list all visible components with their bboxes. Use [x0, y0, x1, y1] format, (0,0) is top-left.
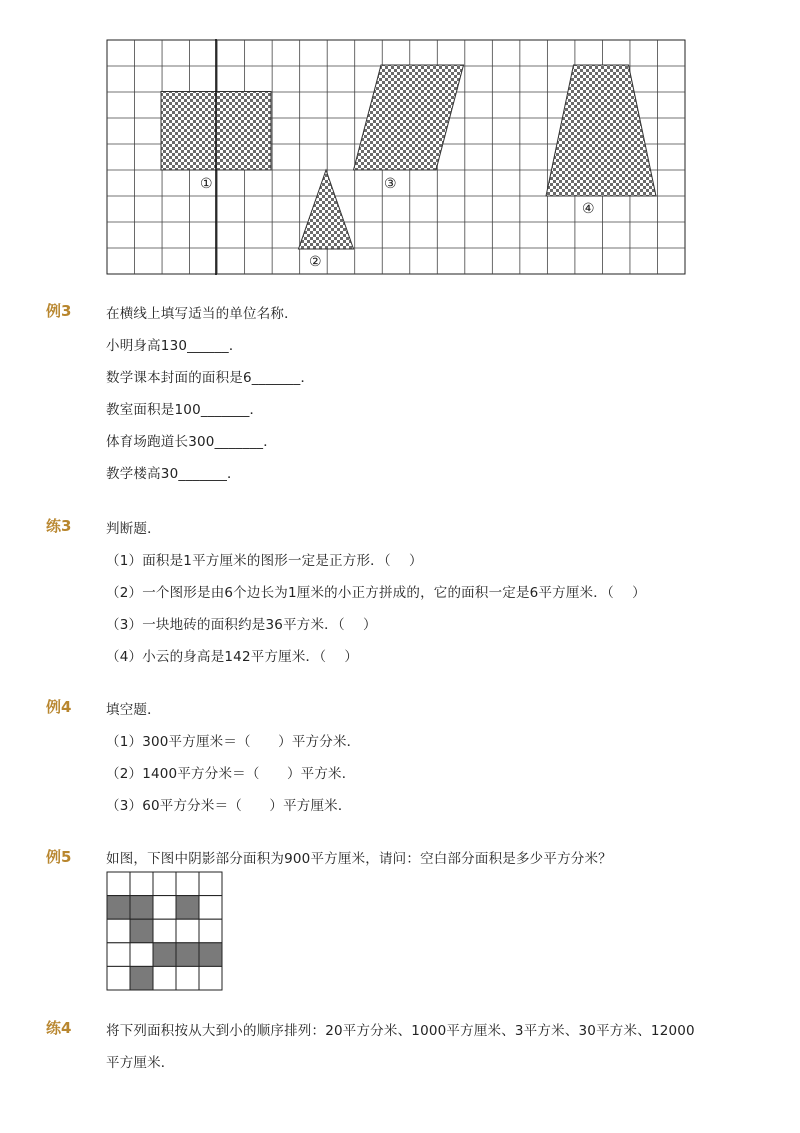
shaded-cell [107, 896, 130, 920]
example4-item-3: （3）60平方分米＝（ ）平方厘米． [106, 798, 352, 814]
blank-cell [176, 872, 199, 896]
blank-cell [199, 896, 222, 920]
example3-item-2: 数学课本封面的面积是6_______． [106, 370, 315, 386]
practice3-item-1: （1）面积是1平方厘米的图形一定是正方形．（ ） [106, 553, 423, 569]
shape-label-4: ④ [582, 201, 595, 217]
example3-item-4: 体育场跑道长300_______． [106, 434, 277, 450]
shaded-grid-figure [106, 871, 223, 992]
shaded-cell [153, 943, 176, 967]
blank-cell [153, 872, 176, 896]
blank-cell [199, 966, 222, 990]
shaded-cell [199, 943, 222, 967]
blank-cell [199, 919, 222, 943]
shaded-cell [130, 966, 153, 990]
blank-cell [176, 919, 199, 943]
section-label-practice3: 练3 [46, 517, 72, 535]
practice3-prompt: 判断题． [106, 521, 161, 537]
example4-item-1: （1）300平方厘米＝（ ）平方分米． [106, 734, 361, 750]
example3-prompt: 在横线上填写适当的单位名称． [106, 306, 298, 322]
blank-cell [199, 872, 222, 896]
blank-cell [107, 966, 130, 990]
shaded-cell [176, 943, 199, 967]
example3-item-5: 教学楼高30_______． [106, 466, 241, 482]
shape-label-1: ① [200, 176, 213, 192]
blank-cell [130, 943, 153, 967]
blank-cell [130, 872, 153, 896]
practice3-item-4: （4）小云的身高是142平方厘米．（ ） [106, 649, 359, 665]
shaded-cell [130, 896, 153, 920]
blank-cell [153, 966, 176, 990]
practice3-item-3: （3）一块地砖的面积约是36平方米．（ ） [106, 617, 377, 633]
section-label-example4: 例4 [46, 698, 72, 716]
example3-item-3: 教室面积是100_______． [106, 402, 264, 418]
blank-cell [153, 896, 176, 920]
grid-figure-shapes [106, 39, 686, 275]
shape-label-2: ② [309, 254, 322, 270]
practice4-question-line-2: 平方厘米． [106, 1055, 175, 1071]
practice4-question-line-1: 将下列面积按从大到小的顺序排列：20平方分米、1000平方厘米、3平方米、30平方米、12000 [106, 1023, 695, 1039]
blank-cell [107, 943, 130, 967]
section-label-example5: 例5 [46, 848, 72, 866]
example3-item-1: 小明身高130______． [106, 338, 243, 354]
blank-cell [176, 966, 199, 990]
section-label-practice4: 练4 [46, 1019, 72, 1037]
shape-label-3: ③ [384, 176, 397, 192]
example4-prompt: 填空题． [106, 702, 161, 718]
shaded-cell [130, 919, 153, 943]
blank-cell [107, 872, 130, 896]
shaded-cell [176, 896, 199, 920]
example4-item-2: （2）1400平方分米＝（ ）平方米． [106, 766, 356, 782]
example5-question: 如图，下图中阴影部分面积为900平方厘米，请问：空白部分面积是多少平方分米？ [106, 851, 612, 867]
practice3-item-2: （2）一个图形是由6个边长为1厘米的小正方拼成的，它的面积一定是6平方厘米．（ ） [106, 585, 646, 601]
blank-cell [107, 919, 130, 943]
section-label-example3: 例3 [46, 302, 72, 320]
blank-cell [153, 919, 176, 943]
